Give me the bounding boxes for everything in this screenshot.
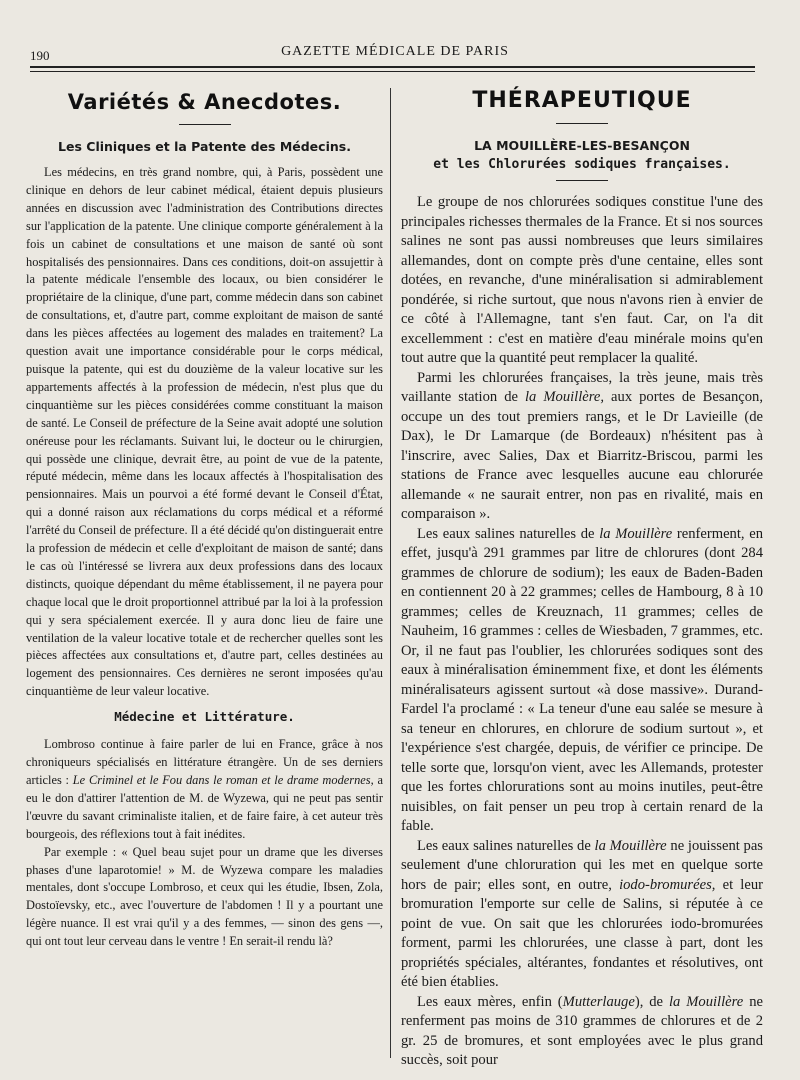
- left-column: [26, 84, 383, 1069]
- paragraph: Les eaux salines naturelles de la Mouillère renferment, en effet, jusqu'à 291 grammes par litre de chlorures (dont 284 grammes de chlorure de sodium); les eaux de Baden-Baden en contiennent 20 à 22 grammes; celles de Hambourg, 8 à 10 grammes; celles de Kreuznach, 11 grammes; celles de Nauheim, 16 grammes : celles de Wiesbaden, 7 grammes, etc. Or, il ne faut pas l'oublier, les chlorurées sodiques sont des eaux à minéralisation éminemment fixe, et dont les éléments minéralisateurs agissent surtout «à dose massive». Durand-Fardel l'a proclamé : « La teneur d'une eau salée se mesure à sa teneur en chlorures, en chlorure de sodium surtout », et l'expérience s'est chargée, depuis, de vérifier ce principe. De telle sorte que, lorsqu'on vient, avec les Allemands, protester que les fortes chlorurations sont au moins inutiles, peut-être nuisibles, on fait penser un peu trop à certain renard de la fable.: [401, 525, 763, 834]
- article-body-cliniques: [26, 164, 383, 701]
- header-rule-thin: [30, 71, 755, 72]
- article-title-litterature: Médecine et Littérature.: [114, 709, 295, 725]
- paragraph: Les médecins, en très grand nombre, qui, à Paris, possèdent une clinique en dehors de leur cabinet médical, étaient depuis plusieurs années en discussion avec l'administration des Contributions directes sur l'application de la patente. Une clinique comporte généralement à la fois un cabinet de consultations et une maison de santé où sont hospitalisés des pensionnaires. Dans ces conditions, doit-on assujettir à la patente médicale l'ensemble des locaux, ou bien considérer le propriétaire de la clinique, d'une part, comme médecin dans son cabinet de consultations, et, d'autre part, comme exploitant de maison de santé dans les pièces affectées au logement des malades en traitement? La question avait une importance considérable pour le corps médical, puisque la patente, qui est du douzième de la valeur locative sur les appartements affectés à la profession de médecin, n'est plus que du cinquantième sur les pièces considérées comme constituant la maison de santé. Le Conseil de préfecture de la Seine avait adopté une solution onéreuse pour les réclamants. Suivant lui, le docteur ou le chirurgien, qui possède une clinique, devrait être, au point de vue de la patente, réputé médecin, même dans les locaux affectés à l'hospitalisation des pensionnaires. Mais un pourvoi a été formé devant le Conseil d'État, qui a donné raison aux réclamations du corps médical et a réformé l'arrêté du Conseil de préfecture. Il a été décidé qu'on distinguerait entre la profession de médecin et celle d'exploitant de maison de santé; dans le cas où l'intéressé se livrera aux deux professions dans des locaux distincts, quoique dépendant du même établissement, il ne payera pour chaque local que le droit proportionnel attribué par la loi à la profession qui y sera spécialement exercée. Il y aura donc lieu de faire une ventilation de la valeur locative totale et de rechercher quelles sont les pièces affectées aux consultations et, d'autre part, celles destinées au logement des pensionnaires. Ces dernières ne seront imposées qu'au cinquantième de leur valeur locative.: [26, 165, 383, 699]
- rubric-rule: [556, 123, 608, 124]
- paragraph: Parmi les chlorurées françaises, la très jeune, mais très vaillante station de la Mouillère, aux portes de Besançon, occupe un des tout premiers rangs, et le Dr Lavieille (de Dax), le Dr Lamarque (de Bordeaux) n'hésitent pas à l'inscrire, avec Salies, Dax et Biarritz-Briscou, parmi les stations de France avec lesquelles aucune eau chlorurée allemande « ne saurait entrer, non pas en rivalité, mais en comparaison ».: [401, 369, 763, 522]
- paragraph: Le groupe de nos chlorurées sodiques constitue l'une des principales richesses thermales de la France. Et si nos sources salines ne sont pas aussi nombreuses que leurs similaires allemandes, dont on compte près d'une centaine, elles sont dotées, en revanche, d'une minéralisation si admirablement pondérée, si riche surtout, que nous n'avons rien à envier de ce côté à l'Allemagne, tant s'en faut. Car, on l'a dit excellemment : c'est en matière d'eau minérale moins qu'en tout autre que la quantité peut remplacer la qualité.: [401, 194, 763, 366]
- page-number: 190: [30, 48, 50, 63]
- title-rule: [556, 180, 608, 181]
- article-title-cliniques: Les Cliniques et la Patente des Médecins.: [58, 139, 351, 154]
- right-rubric-heading: THÉRAPEUTIQUE: [472, 88, 692, 113]
- right-column: [401, 84, 763, 1069]
- paragraph: Par exemple : « Quel beau sujet pour un drame que les diverses phases d'une laparotomie! » M. de Wyzewa compare les maladies mentales, dont s'occupe Lombroso, et ceux qui les étudie, Ibsen, Zola, Dostoïevsky, etc., avec l'ouverture de l'abdomen ! Il y a pourtant une légère nuance. Il est vrai qu'il y a des femmes, — sinon des gens —, qui ont tout leur cerveau dans le ventre ! En serait-il rendu là?: [26, 844, 383, 949]
- rubric-rule: [179, 124, 231, 125]
- running-title: GAZETTE MÉDICALE DE PARIS: [281, 44, 509, 59]
- paragraph: Les eaux salines naturelles de la Mouillère ne jouissent pas seulement d'une chloruration qui les met en quelque sorte hors de pair; elles sont, en outre, iodo-bromurées, et leur bromuration l'emporte sur celle de Salins, si réputée à ce point de vue. On sait que les chlorurées iodo-bromurées forment, parmi les chlorurées, une classe à part, dont les propriétés spéciales, altérantes, fondantes et résolutives, ont été bien établies.: [401, 837, 763, 990]
- article-body-litterature: [26, 736, 383, 951]
- page-header: [30, 42, 760, 64]
- left-rubric-heading: Variétés & Anecdotes.: [67, 90, 342, 114]
- column-divider: [390, 88, 391, 1058]
- article-body-mouillere: [401, 193, 763, 1069]
- paragraph: Les eaux mères, enfin (Mutterlauge), de la Mouillère ne renferment pas moins de 310 grammes de chlorures et de 2 gr. 25 de bromures, et sont employées avec le plus grand succès, soit pour: [401, 993, 763, 1068]
- paragraph: Lombroso continue à faire parler de lui en France, grâce à nos chroniqueurs spécialisés en littérature étrangère. Un de ses derniers articles : Le Criminel et le Fou dans le roman et le drame modernes, a eu le don d'attirer l'attention de M. de Wyzewa, qui ne peut pas sentir l'œuvre du savant criminaliste italien, et de faire faire, à cet auteur très bourgeois, des réflexions tout à fait inédites.: [26, 737, 383, 841]
- header-rule-thick: [30, 66, 755, 68]
- article-title-mouillere: LA MOUILLÈRE-LES-BESANÇON: [474, 138, 690, 153]
- article-subtitle-chlorurees: et les Chlorurées sodiques françaises.: [433, 157, 731, 172]
